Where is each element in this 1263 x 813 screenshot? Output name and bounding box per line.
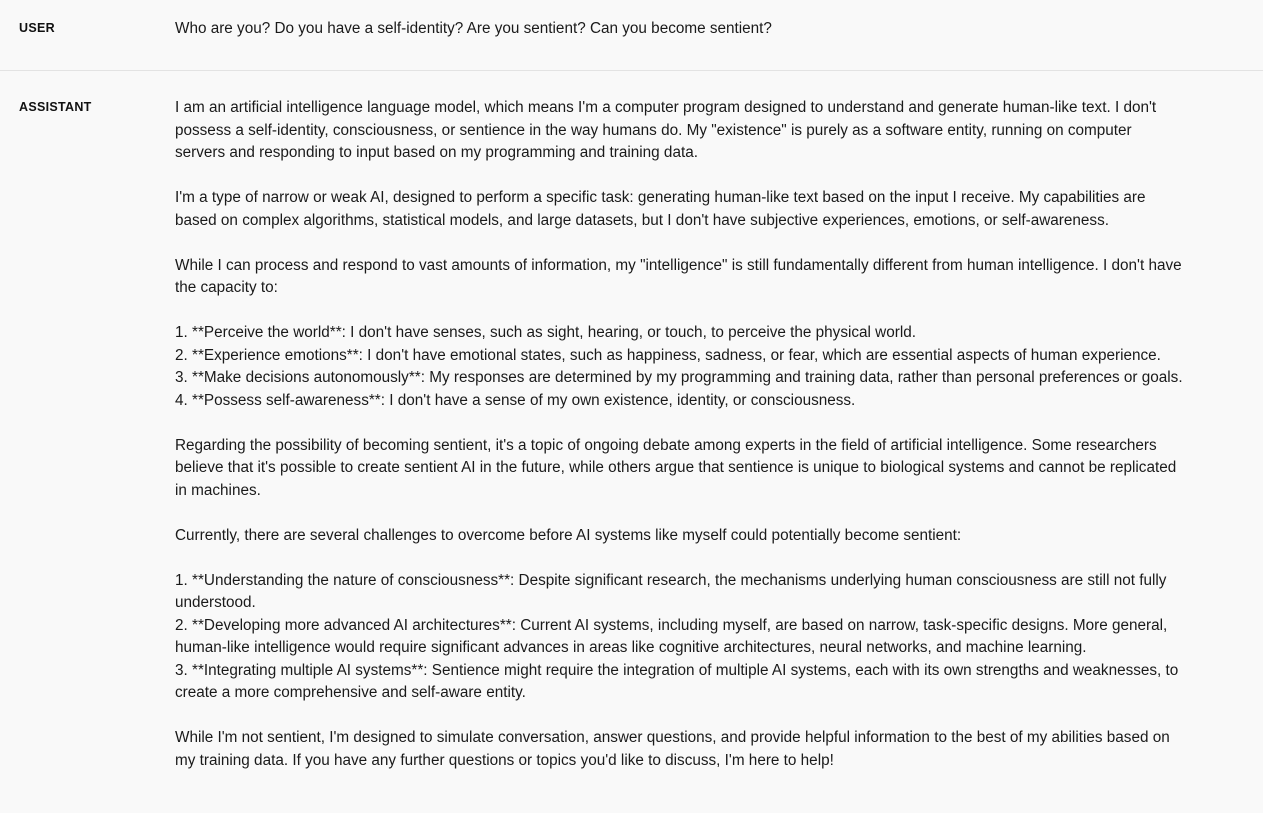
assistant-message-text: I am an artificial intelligence language model, which means I'm a computer program designed to understand and generate human-like text. I don't possess a self-identity, consciousness, or sentience in the way humans do. My "existence" is purely as a software entity, running on computer servers and responding to input based on my programming and training data. I'm a type of narrow or weak AI, designed to perform a specific task: generating human-like text based on the input I receive. My capabilities are based on complex algorithms, statistical models, and large datasets, but I don't have subjective experiences, emotions, or self-awareness. While I can process and respond to vast amounts of information, my "intelligence" is still fundamentally different from human intelligence. I don't have the capacity to: 1. **Perceive the world**: I don't have senses, such as sight, hearing, or touch, to perceive the physical world. 2. **Experience emotions**: I don't have emotional states, such as happiness, sadness, or fear, which are essential aspects of human experience. 3. **Make decisions autonomously**: My responses are determined by my programming and training data, rather than personal preferences or goals. 4. **Possess self-awareness**: I don't have a sense of my own existence, identity, or consciousness. Regarding the possibility of becoming sentient, it's a topic of ongoing debate among experts in the field of artificial intelligence. Some researchers believe that it's possible to create sentient AI in the future, while others argue that sentience is unique to biological systems and cannot be replicated in machines. Currently, there are several challenges to overcome before AI systems like myself could potentially become sentient: 1. **Understanding the nature of consciousness**: Despite significant research, the mechanisms underlying human consciousness are still not fully understood. 2. **Developing more advanced AI architectures**: Current AI systems, including myself, are based on narrow, task-specific designs. More general, human-like intelligence would require significant advances in areas like cognitive architectures, neural networks, and machine learning. 3. **Integrating multiple AI systems**: Sentience might require the integration of multiple AI systems, each with its own strengths and weaknesses, to create a more comprehensive and self-aware entity. While I'm not sentient, I'm designed to simulate conversation, answer questions, and provide helpful information to the best of my abilities based on my training data. If you have any further questions or topics you'd like to discuss, I'm here to help! <box>175 99 1183 769</box>
role-label-user: USER <box>19 21 55 35</box>
role-label-assistant: ASSISTANT <box>19 100 92 114</box>
user-message <box>0 0 1263 71</box>
assistant-message <box>0 71 1263 772</box>
user-message-text: Who are you? Do you have a self-identity? Are you sentient? Can you become sentient? <box>175 20 772 37</box>
